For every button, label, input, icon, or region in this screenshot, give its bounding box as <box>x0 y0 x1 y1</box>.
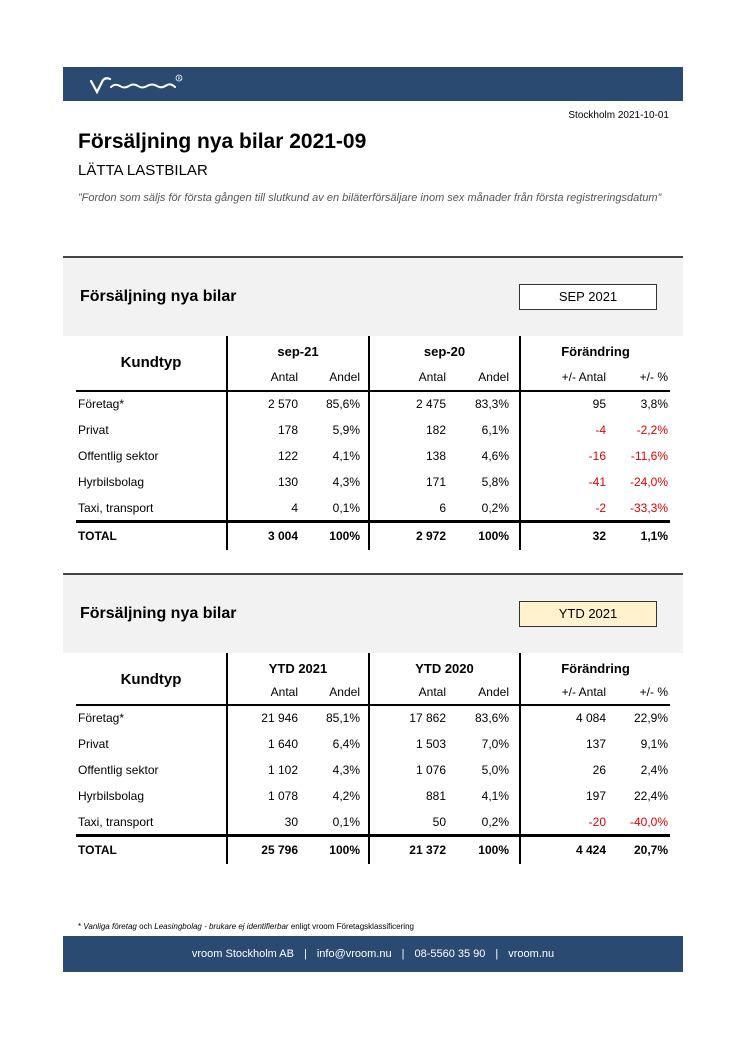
table-cell: -40,0% <box>629 815 668 829</box>
table-cell: 95 <box>592 397 606 411</box>
table-cell: 881 <box>425 789 446 803</box>
row-label: TOTAL <box>78 529 117 543</box>
table-cell: 6 <box>439 501 446 515</box>
table-cell: 0,2% <box>481 815 509 829</box>
row-label: Privat <box>78 737 109 751</box>
table-row <box>76 391 670 417</box>
table-cell: -4 <box>595 423 606 437</box>
table-cell: -11,6% <box>630 449 668 463</box>
table-row <box>76 417 670 443</box>
sub-header: Antal <box>418 685 446 699</box>
svg-text:R: R <box>177 76 181 82</box>
table-cell: 30 <box>284 815 298 829</box>
table-cell: -33,3% <box>629 501 668 515</box>
table-cell: 171 <box>425 475 446 489</box>
table-cell: 20,7% <box>633 843 668 857</box>
sub-header: +/- Antal <box>561 685 606 699</box>
table-cell: 100% <box>329 529 360 543</box>
table-cell: -2 <box>595 501 606 515</box>
table-row <box>76 705 670 731</box>
kundtyp-header: Kundtyp <box>120 671 182 688</box>
table-row <box>76 809 670 835</box>
group-header: YTD 2021 <box>268 661 328 676</box>
table-cell: 4,3% <box>332 475 360 489</box>
table-cell: 1 102 <box>267 763 298 777</box>
table-cell: 5,9% <box>332 423 360 437</box>
table-cell: 22,4% <box>633 789 668 803</box>
table-cell: 2,4% <box>640 763 668 777</box>
total-row <box>76 523 670 549</box>
table-cell: 21 372 <box>409 843 446 857</box>
row-label: Hyrbilsbolag <box>78 789 145 803</box>
table-row <box>76 783 670 809</box>
sub-header: +/- % <box>639 370 668 384</box>
table-cell: -24,0% <box>629 475 668 489</box>
table-row <box>76 731 670 757</box>
group-header: sep-20 <box>423 344 466 359</box>
table-cell: -16 <box>588 449 606 463</box>
definition-text: ”Fordon som säljs för första gången till slutkund av en biläterförsäljare inom sex månader från första registreringsdatum” <box>78 192 662 204</box>
table-cell: 138 <box>425 449 446 463</box>
table-cell: 4,6% <box>481 449 509 463</box>
table-row <box>76 757 670 783</box>
table-cell: -20 <box>588 815 606 829</box>
table-cell: 7,0% <box>481 737 509 751</box>
table-cell: 178 <box>277 423 298 437</box>
ytd-table <box>76 653 670 864</box>
table-cell: 100% <box>478 843 509 857</box>
table-cell: 2 475 <box>415 397 446 411</box>
table-cell: 137 <box>585 737 606 751</box>
row-label: Privat <box>78 423 109 437</box>
row-label: Företag* <box>78 397 125 411</box>
table-cell: 122 <box>277 449 298 463</box>
table-cell: 21 946 <box>261 711 298 725</box>
table-cell: 5,0% <box>481 763 509 777</box>
table-cell: 1 076 <box>415 763 446 777</box>
table-cell: 1 078 <box>267 789 298 803</box>
group-header: Förändring <box>561 661 630 676</box>
table-cell: 9,1% <box>640 737 668 751</box>
table-cell: 4 <box>291 501 298 515</box>
page-subtitle: LÄTTA LASTBILAR <box>78 162 208 179</box>
row-label: Taxi, transport <box>78 501 154 515</box>
sub-header: Antal <box>418 370 446 384</box>
table-cell: 6,4% <box>332 737 360 751</box>
footnote: * Vanliga företag och Leasingbolag - brukare ej identifierbar enligt vroom Företagsklassificering <box>78 922 414 931</box>
table-cell: 4 084 <box>575 711 606 725</box>
table-cell: 2 972 <box>415 529 446 543</box>
row-label: Taxi, transport <box>78 815 154 829</box>
sub-header: +/- % <box>639 685 668 699</box>
table-cell: 4,3% <box>332 763 360 777</box>
report-date: Stockholm 2021-10-01 <box>568 110 669 121</box>
table-cell: 4,2% <box>332 789 360 803</box>
row-label: Hyrbilsbolag <box>78 475 145 489</box>
table-cell: -2,2% <box>636 423 668 437</box>
sub-header: Antal <box>270 370 298 384</box>
table-cell: 85,6% <box>325 397 360 411</box>
table-cell: 22,9% <box>633 711 668 725</box>
section-title: Försäljning nya bilar <box>80 288 237 305</box>
footer-email-link[interactable]: info@vroom.nu <box>316 948 392 960</box>
table-cell: 197 <box>585 789 606 803</box>
table-cell: 100% <box>478 529 509 543</box>
table-cell: 1 503 <box>415 737 446 751</box>
table-cell: 4,1% <box>481 789 509 803</box>
table-row <box>76 495 670 521</box>
table-cell: 182 <box>425 423 446 437</box>
vroom-logo <box>87 73 197 97</box>
header-bar <box>63 67 683 101</box>
footer-website-link[interactable]: vroom.nu <box>508 948 555 960</box>
table-cell: 83,3% <box>474 397 509 411</box>
page-title: Försäljning nya bilar 2021-09 <box>78 130 367 153</box>
sub-header: Andel <box>478 370 509 384</box>
footer-phone: 08-5560 35 90 <box>414 948 486 960</box>
table-cell: 1 640 <box>267 737 298 751</box>
table-cell: 130 <box>277 475 298 489</box>
table-cell: 3,8% <box>640 397 668 411</box>
table-cell: 32 <box>592 529 606 543</box>
table-cell: 2 570 <box>267 397 298 411</box>
row-label: Offentlig sektor <box>78 449 159 463</box>
group-header: Förändring <box>561 344 630 359</box>
sub-header: Antal <box>270 685 298 699</box>
table-cell: 17 862 <box>409 711 446 725</box>
sub-header: +/- Antal <box>561 370 606 384</box>
section-ytd <box>63 573 683 653</box>
period-box: YTD 2021 <box>519 601 657 627</box>
table-cell: -41 <box>588 475 606 489</box>
table-cell: 3 004 <box>267 529 298 543</box>
table-cell: 50 <box>432 815 446 829</box>
row-label: Offentlig sektor <box>78 763 159 777</box>
period-box: SEP 2021 <box>519 284 657 310</box>
table-cell: 85,1% <box>325 711 360 725</box>
table-cell: 83,6% <box>474 711 509 725</box>
footer-bar: vroom Stockholm AB | info@vroom.nu | 08-5560 35 90 | vroom.nu <box>63 936 683 972</box>
monthly-table <box>76 336 670 550</box>
table-cell: 0,1% <box>332 501 360 515</box>
row-label: TOTAL <box>78 843 117 857</box>
table-row <box>76 443 670 469</box>
table-cell: 0,2% <box>481 501 509 515</box>
row-label: Företag* <box>78 711 125 725</box>
table-cell: 26 <box>592 763 606 777</box>
section-title: Försäljning nya bilar <box>80 605 237 622</box>
table-cell: 0,1% <box>332 815 360 829</box>
table-cell: 5,8% <box>481 475 509 489</box>
group-header: YTD 2020 <box>415 661 474 676</box>
footer-company: vroom Stockholm AB <box>191 948 294 960</box>
sub-header: Andel <box>329 370 360 384</box>
table-cell: 100% <box>329 843 360 857</box>
table-cell: 4,1% <box>332 449 360 463</box>
table-cell: 6,1% <box>481 423 509 437</box>
table-cell: 25 796 <box>261 843 298 857</box>
section-monthly <box>63 256 683 336</box>
table-cell: 4 424 <box>575 843 606 857</box>
group-header: sep-21 <box>277 344 319 359</box>
table-cell: 1,1% <box>640 529 668 543</box>
total-row <box>76 837 670 863</box>
sub-header: Andel <box>478 685 509 699</box>
table-row <box>76 469 670 495</box>
kundtyp-header: Kundtyp <box>120 354 182 371</box>
sub-header: Andel <box>329 685 360 699</box>
